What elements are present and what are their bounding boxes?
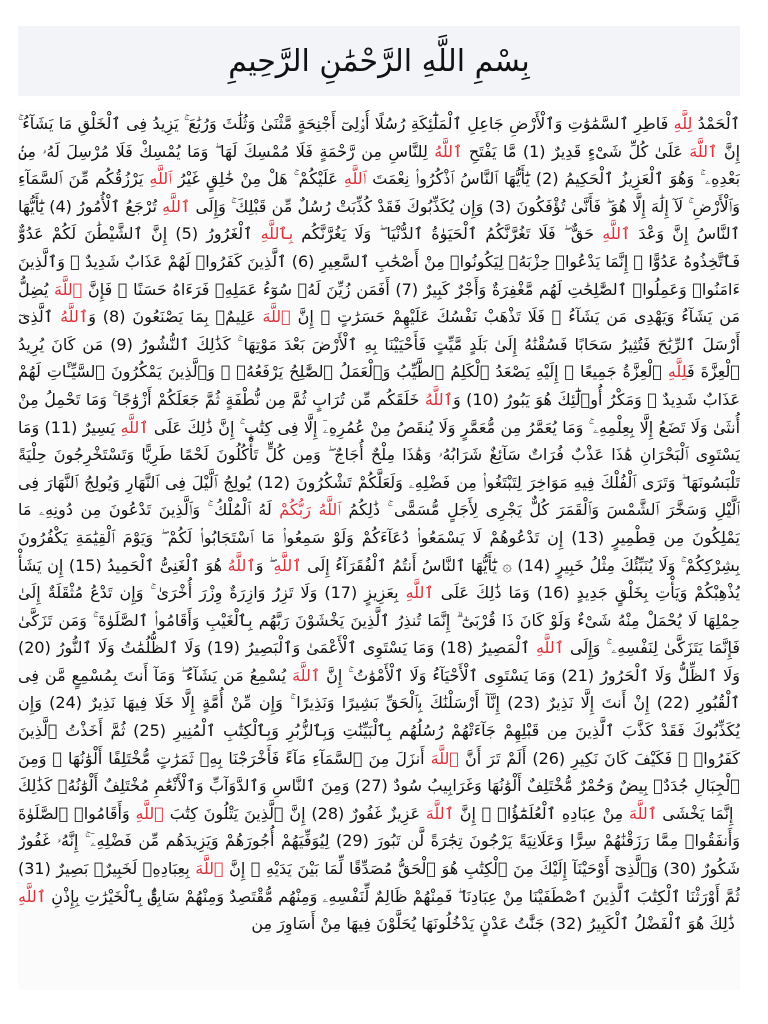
divine-name: ٱللَّهِ bbox=[535, 638, 565, 658]
verse bbox=[201, 638, 434, 657]
verse-text: عَلَيْكُمْ ۚ هَلْ مِنْ خَٰلِقٍ غَيْرُ bbox=[171, 169, 344, 189]
verse bbox=[251, 914, 544, 933]
verse-text: يُولِجُ ٱلَّيْلَ فِى ٱلنَّهَارِ وَيُولِجُ ٱلنَّهَارَ فِى ٱلَّيْلِ وَسَخَّرَ ٱلشَّمْسَ وَٱلْقَمَرَ كُلٌّ يَجْرِى لِأَجَلٍ مُّسَمًّى ۚ ذَٰلِكُمُ bbox=[18, 472, 740, 520]
verse-text: حَقٌّ ۖ فَلَا تَغُرَّنَّكُمُ ٱلْحَيَوٰةُ ٱلدُّنْيَا ۖ وَلَا يَغُرَّنَّكُم bbox=[293, 224, 603, 244]
verse-text: ٱلْغَرُورُ bbox=[206, 224, 261, 244]
verse-text: وَلَا ٱلظِّلُّ وَلَا ٱلْحَرُورُ bbox=[600, 665, 740, 685]
verse-number: (23) bbox=[499, 693, 548, 713]
verse-text: وَمَا يَسْتَوِى ٱلْبَحْرَانِ هَٰذَا عَذْبٌ فُرَاتٌ سَآئِغٌ شَرَابُهُۥ وَهَٰذَا مِلْحٌ أُجَاجٌ ۖ وَمِن كُلٍّ تَأْكُلُونَ لَحْمًا طَرِيًّا وَتَسْتَخْرِجُونَ حِلْيَةً تَلْبَسُونَهَا ۖ وَتَرَى ٱلْفُلْكَ فِيهِ مَوَاخِرَ لِتَبْتَغُوا۟ مِن فَضْلِهِۦ وَلَعَلَّكُمْ تَشْكُرُونَ bbox=[18, 417, 740, 492]
divine-name: بِٱللَّهِ bbox=[260, 224, 294, 244]
verse-text: أَفَمَن زُيِّنَ لَهُۥ سُوٓءُ عَمَلِهِۦ فَرَءَاهُ حَسَنًا ۖ فَإِنَّ bbox=[82, 279, 390, 299]
divine-name: ٱللَّهِ bbox=[602, 224, 631, 244]
divine-name: ٱللَّهِ bbox=[135, 803, 164, 823]
verse bbox=[317, 583, 529, 602]
verse-text: وَٱلَّذِىٓ أَوْحَيْنَآ إِلَيْكَ مِنَ ٱلْكِتَٰبِ هُوَ ٱلْحَقُّ مُصَدِّقًا لِّمَا بَيْنَ يَدَيْهِ ۗ إِنَّ bbox=[223, 859, 658, 879]
divine-name: ٱللَّهِ bbox=[405, 583, 434, 603]
verse-number: (31) bbox=[18, 859, 57, 879]
verse-number: (28) bbox=[305, 803, 351, 823]
verse-text: ٱلَّذِينَ كَفَرُوا۟ لَهُمْ عَذَابٌ شَدِيدٌ ۖ وَٱلَّذِينَ ءَامَنُوا۟ وَعَمِلُوا۟ ٱلصَّٰلِحَٰتِ لَهُم مَّغْفِرَةٌ وَأَجْرٌ كَبِيرٌ bbox=[18, 251, 740, 299]
verse-number: (6) bbox=[286, 251, 320, 271]
verse-number: (1) bbox=[516, 141, 552, 161]
divine-name: ٱللَّهُ رَبُّكُمْ bbox=[279, 500, 341, 520]
divine-name: ٱللَّهُ bbox=[424, 389, 453, 409]
verse-text: إِنَّ ٱلَّذِينَ يَتْلُونَ كِتَٰبَ bbox=[163, 803, 306, 823]
verse-text: مَّا يَفْتَحِ bbox=[462, 141, 517, 161]
verse-text: ثُمَّ أَوْرَثْنَا ٱلْكِتَٰبَ ٱلَّذِينَ ٱصْطَفَيْنَا مِنْ عِبَادِنَا ۖ فَمِنْهُمْ ظَالِمٌ لِّنَفْسِهِۦ وَمِنْهُم مُّقْتَصِدٌ وَمِنْهُمْ سَابِقٌۢ بِٱلْخَيْرَٰتِ بِإِذْنِ bbox=[46, 886, 740, 906]
divine-name: ٱللَّهُ bbox=[60, 307, 89, 327]
divine-name: ٱللَّهَ bbox=[195, 859, 224, 879]
basmala-text: بِسْمِ اللَّهِ الرَّحْمَٰنِ الرَّحِيمِ bbox=[228, 43, 530, 79]
divine-name: ٱللَّهِ bbox=[120, 417, 149, 437]
verse-text: يَٰٓأَيُّهَا ٱلنَّاسُ إِنَّ وَعْدَ bbox=[18, 196, 740, 244]
verse-number: (20) bbox=[18, 638, 57, 658]
verse-text: ثُمَّ أَخَذْتُ ٱلَّذِينَ كَفَرُوا۟ ۖ فَكَيْفَ كَانَ نَكِيرِ bbox=[18, 721, 740, 768]
verse-number: (26) bbox=[526, 748, 572, 768]
divine-name: ٱللَّهَ bbox=[262, 307, 291, 327]
verse-text: وَمَا ذَٰلِكَ عَلَى bbox=[433, 583, 530, 603]
divine-name: ٱللَّهَ bbox=[425, 803, 454, 823]
verse-number: (13) bbox=[563, 527, 612, 547]
verse-text: عَلِيمٌۢ بِمَا يَصْنَعُونَ bbox=[132, 307, 263, 327]
verse-text: لِيُوَفِّيَهُمْ أُجُورَهُمْ وَيَزِيدَهُم مِّن فَضْلِهِۦٓ ۚ إِنَّهُۥ غَفُورٌ شَكُورٌ bbox=[18, 831, 740, 879]
verse-text: مَن كَانَ يُرِيدُ ٱلْعِزَّةَ فَ bbox=[18, 334, 740, 382]
divine-name: ٱللَّهِ bbox=[149, 169, 172, 189]
divine-name: ٱللَّهُ bbox=[434, 141, 463, 161]
verse-number: (21) bbox=[555, 665, 601, 685]
verse-number: (15) bbox=[63, 555, 108, 575]
verse bbox=[18, 638, 201, 657]
verse-text: وَلَا تَزِرُ وَازِرَةٌ وِزْرَ أُخْرَىٰ ۚ وَإِن تَدْعُ مُثْقَلَةٌ إِلَىٰ حِمْلِهَا لَا يُحْمَلْ مِنْهُ شَىْءٌ وَلَوْ كَانَ ذَا قُرْبَىٰٓ ۗ إِنَّمَا تُنذِرُ ٱلَّذِينَ يَخْشَوْنَ رَبَّهُم بِٱلْغَيْبِ وَأَقَامُوا۟ ٱلصَّلَوٰةَ ۚ وَمَن تَزَكَّىٰ فَإِنَّمَا يَتَزَكَّىٰ لِنَفْسِهِۦ ۚ وَإِلَى bbox=[18, 583, 740, 658]
verse bbox=[500, 693, 650, 712]
verse-text: فَاطِرِ ٱلسَّمَٰوَٰتِ وَٱلْأَرْضِ جَاعِلِ ٱلْمَلَٰٓئِكَةِ رُسُلًا أُو۟لِىٓ أَجْنِحَةٍ مَّثْنَىٰ وَثُلَٰثَ وَرُبَٰعَ ۚ يَزِيدُ فِى ٱلْخَلْقِ مَا يَشَآءُ ۚ إِنَّ bbox=[18, 114, 740, 161]
verse-text: يَسِيرٌ bbox=[82, 417, 121, 437]
verse bbox=[44, 197, 483, 216]
quran-text-block bbox=[18, 110, 740, 990]
verse-text: إِن يَشَأْ يُذْهِبْكُمْ وَيَأْتِ بِخَلْقٍ جَدِيدٍ bbox=[18, 555, 740, 603]
verse-text: ٱلَّذِىٓ أَرْسَلَ ٱلرِّيَٰحَ فَتُثِيرُ سَحَابًا فَسُقْنَٰهُ إِلَىٰ بَلَدٍ مَّيِّتٍ فَأَحْيَيْنَا بِهِ ٱلْأَرْضَ بَعْدَ مَوْتِهَا ۚ كَذَٰلِكَ ٱلنُّشُورُ bbox=[18, 307, 740, 354]
basmala-header bbox=[18, 26, 740, 96]
divine-name: ٱللَّهَ bbox=[689, 141, 718, 161]
verse-text: إِنَّآ أَرْسَلْنَٰكَ بِٱلْحَقِّ بَشِيرًا وَنَذِيرًا ۚ وَإِن مِّنْ أُمَّةٍ إِلَّا خَلَا فِيهَا نَذِيرٌ bbox=[89, 693, 500, 713]
verse-text: لِلنَّاسِ مِن رَّحْمَةٍ فَلَا مُمْسِكَ لَهَا ۖ وَمَا يُمْسِكْ فَلَا مُرْسِلَ لَهُۥ مِنۢ بَعْدِهِۦ ۚ وَهُوَ ٱلْعَزِيزُ ٱلْحَكِيمُ bbox=[18, 141, 740, 189]
verse-text: وَمِنَ ٱلنَّاسِ وَٱلدَّوَآبِّ وَٱلْأَنْعَٰمِ مُخْتَلِفٌ أَلْوَٰنُهُۥ كَذَٰلِكَ ۗ إِنَّمَا يَخْشَى bbox=[18, 776, 740, 823]
verse-number: (3) bbox=[483, 196, 517, 216]
verse-text: وَمَا يَسْتَوِى ٱلْأَعْمَىٰ وَٱلْبَصِيرُ bbox=[245, 638, 435, 658]
divine-name: ٱللَّهَ bbox=[629, 803, 658, 823]
verse bbox=[63, 556, 512, 575]
verse-text: وَ bbox=[452, 389, 461, 409]
verse-text: هُوَ ٱلْغَنِىُّ ٱلْحَمِيدُ bbox=[107, 555, 228, 575]
verse bbox=[18, 859, 658, 878]
verse-text: إِنَّ ٱلشَّيْطَٰنَ لَكُمْ عَدُوٌّ فَٱتَّخِذُوهُ عَدُوًّا ۚ إِنَّمَا يَدْعُوا۟ حِزْبَهُۥ لِيَكُونُوا۟ مِنْ أَصْحَٰبِ ٱلسَّعِيرِ bbox=[18, 224, 740, 271]
verse-text: بِعِبَادِهِۦ لَخَبِيرٌۢ بَصِيرٌ bbox=[56, 859, 196, 879]
verse-number: (10) bbox=[460, 389, 505, 409]
verse-text: يَرْزُقُكُم مِّنَ ٱلسَّمَآءِ وَٱلْأَرْضِ ۚ لَآ إِلَٰهَ إِلَّا هُوَ ۖ فَأَنَّىٰ تُؤْفَكُونَ bbox=[18, 169, 740, 216]
verse-text: بِعَزِيزٍ bbox=[364, 583, 406, 603]
divine-name: ٱللَّهِ bbox=[343, 169, 367, 189]
divine-name: ٱللَّهِ bbox=[162, 196, 191, 216]
verse-number: (7) bbox=[389, 279, 424, 299]
verse-text: ۚ ذَٰلِكَ هُوَ ٱلْفَضْلُ ٱلْكَبِيرُ bbox=[587, 914, 740, 934]
verse-number: (18) bbox=[434, 638, 479, 658]
verse-text: أَنزَلَ مِنَ ٱلسَّمَآءِ مَآءً فَأَخْرَجْنَا بِهِۦ ثَمَرَٰتٍ مُّخْتَلِفًا أَلْوَٰنُهَا ۚ وَمِنَ ٱلْجِبَالِ جُدَدٌۢ بِيضٌ وَحُمْرٌ مُّخْتَلِفٌ أَلْوَٰنُهَا وَغَرَابِيبُ سُودٌ bbox=[18, 748, 740, 796]
verse-text: يُسْمِعُ مَن يَشَآءُ ۖ وَمَآ أَنتَ بِمُسْمِعٍ مَّن فِى ٱلْقُبُورِ bbox=[18, 665, 740, 713]
verse-text: يَٰٓأَيُّهَا ٱلنَّاسُ ٱذْكُرُوا۟ نِعْمَتَ bbox=[366, 169, 530, 189]
verse-text: عَلَىٰ كُلِّ شَىْءٍ قَدِيرٌ bbox=[551, 141, 690, 161]
verse-text: لَهُ ٱلْمُلْكُ ۚ وَٱلَّذِينَ تَدْعُونَ مِن دُونِهِۦ مَا يَمْلِكُونَ مِن قِطْمِيرٍ bbox=[18, 500, 740, 547]
verse-text: وَإِن يُكَذِّبُوكَ فَقَدْ كُذِّبَتْ رُسُلٌ مِّن قَبْلِكَ ۚ وَإِلَى bbox=[190, 196, 484, 216]
verse-text: وَأَقَامُوا۟ ٱلصَّلَوٰةَ وَأَنفَقُوا۟ مِمَّا رَزَقْنَٰهُمْ سِرًّا وَعَلَانِيَةً يَرْجُونَ تِجَٰرَةً لَّن تَبُورَ bbox=[18, 803, 740, 851]
verse-number: (25) bbox=[125, 721, 174, 741]
verse-number: (5) bbox=[167, 224, 207, 244]
verse-number: (11) bbox=[39, 417, 83, 437]
verse-number: (30) bbox=[657, 859, 702, 879]
verse-text: ۖ وَ bbox=[255, 555, 274, 575]
verse-text: إِن تَدْعُوهُمْ لَا يَسْمَعُوا۟ دُعَآءَكُمْ وَلَوْ سَمِعُوا۟ مَا ٱسْتَجَابُوا۟ لَكُمْ ۖ وَيَوْمَ ٱلْقِيَٰمَةِ يَكْفُرُونَ بِشِرْكِكُمْ ۚ وَلَا يُنَبِّئُكَ مِثْلُ خَبِيرٍ bbox=[18, 527, 740, 575]
divine-name: ٱللَّهَ bbox=[54, 279, 83, 299]
divine-name: لِلَّهِ bbox=[673, 114, 693, 133]
verse-text: إِنْ أَنتَ إِلَّا نَذِيرٌ bbox=[547, 693, 650, 713]
verse-text: تُرْجَعُ ٱلْأُمُورُ bbox=[77, 196, 163, 216]
verse-text: ٱلْمَصِيرُ bbox=[478, 638, 536, 658]
verse-text: وَلَا ٱلظُّلُمَٰتُ وَلَا ٱلنُّورُ bbox=[56, 638, 202, 658]
verse-text: يُضِلُّ مَن يَشَآءُ وَيَهْدِى مَن يَشَآءُ ۖ فَلَا تَذْهَبْ نَفْسُكَ عَلَيْهِمْ حَسَرَٰتٍ ۚ إِنَّ bbox=[18, 279, 740, 327]
verse-number: (12) bbox=[251, 472, 296, 492]
divine-name: ٱللَّهِ bbox=[18, 886, 47, 906]
verse-number: (24) bbox=[41, 693, 90, 713]
verse-text: ۞ يَٰٓأَيُّهَا ٱلنَّاسُ أَنتُمُ ٱلْفُقَرَآءُ إِلَى bbox=[301, 555, 512, 575]
verse-text: وَإِن يُكَذِّبُوكَ فَقَدْ كَذَّبَ ٱلَّذِينَ مِن قَبْلِهِمْ جَآءَتْهُمْ رُسُلُهُم بِٱلْبَيِّنَٰتِ وَبِٱلزُّبُرِ وَبِٱلْكِتَٰبِ ٱلْمُنِيرِ bbox=[18, 693, 740, 741]
verse-number: (27) bbox=[349, 776, 394, 796]
verse-number: (4) bbox=[44, 196, 78, 216]
verse-number: (8) bbox=[95, 307, 133, 327]
verse-number: (29) bbox=[329, 831, 376, 851]
verse-text: وَمَا يَسْتَوِى ٱلْأَحْيَآءُ وَلَا ٱلْأَمْوَٰتُ ۚ إِنَّ bbox=[320, 665, 556, 685]
verse bbox=[42, 693, 500, 712]
verse-number: (2) bbox=[529, 169, 565, 189]
verse-number: (17) bbox=[317, 583, 365, 603]
verse-text: ٱلْحَمْدُ bbox=[692, 114, 740, 133]
verse bbox=[555, 666, 740, 685]
verse-text: جَنَّٰتُ عَدْنٍ يَدْخُلُونَهَا يُحَلَّوْنَ فِيهَا مِنْ أَسَاوِرَ مِن bbox=[251, 914, 545, 934]
verse-number: (16) bbox=[529, 583, 577, 603]
divine-name: ٱللَّهَ bbox=[430, 748, 459, 768]
verse-number: (19) bbox=[201, 638, 246, 658]
verse-text: أَلَمْ تَرَ أَنَّ bbox=[458, 748, 527, 768]
verse-text: وَ bbox=[88, 307, 96, 327]
divine-name: ٱللَّهِ bbox=[273, 555, 302, 575]
divine-name: لِلَّهِ bbox=[667, 362, 688, 382]
verse-text: خَلَقَكُم مِّن تُرَابٍ ثُمَّ مِن نُّطْفَةٍ ثُمَّ جَعَلَكُمْ أَزْوَٰجًا ۚ وَمَا تَحْمِلُ مِنْ أُنثَىٰ وَلَا تَضَعُ إِلَّا بِعِلْمِهِۦ ۚ وَمَا يُعَمَّرُ مِن مُّعَمَّرٍ وَلَا يُنقَصُ مِنْ عُمُرِهِۦٓ إِلَّا فِى كِتَٰبٍ ۚ إِنَّ ذَٰلِكَ عَلَى bbox=[18, 389, 740, 437]
verse-number: (14) bbox=[511, 555, 556, 575]
divine-name: ٱللَّهَ bbox=[292, 665, 321, 685]
divine-name: ٱللَّهُ bbox=[227, 555, 256, 575]
verse-number: (22) bbox=[649, 693, 697, 713]
verse-text: ٱلْعِزَّةُ جَمِيعًا ۚ إِلَيْهِ يَصْعَدُ ٱلْكَلِمُ ٱلطَّيِّبُ وَٱلْعَمَلُ ٱلصَّٰلِحُ يَرْفَعُهُۥ ۚ وَٱلَّذِينَ يَمْكُرُونَ ٱلسَّيِّـَٔاتِ لَهُمْ عَذَابٌ شَدِيدٌ ۖ وَمَكْرُ أُو۟لَٰٓئِكَ هُوَ يَبُورُ bbox=[18, 362, 740, 409]
verse-number: (32) bbox=[544, 914, 588, 934]
verse-number: (9) bbox=[103, 334, 140, 354]
verse-text: مِنْ عِبَادِهِ ٱلْعُلَمَٰٓؤُا۟ ۗ إِنَّ bbox=[453, 803, 630, 823]
verse-text: عَزِيزٌ غَفُورٌ bbox=[350, 803, 426, 823]
